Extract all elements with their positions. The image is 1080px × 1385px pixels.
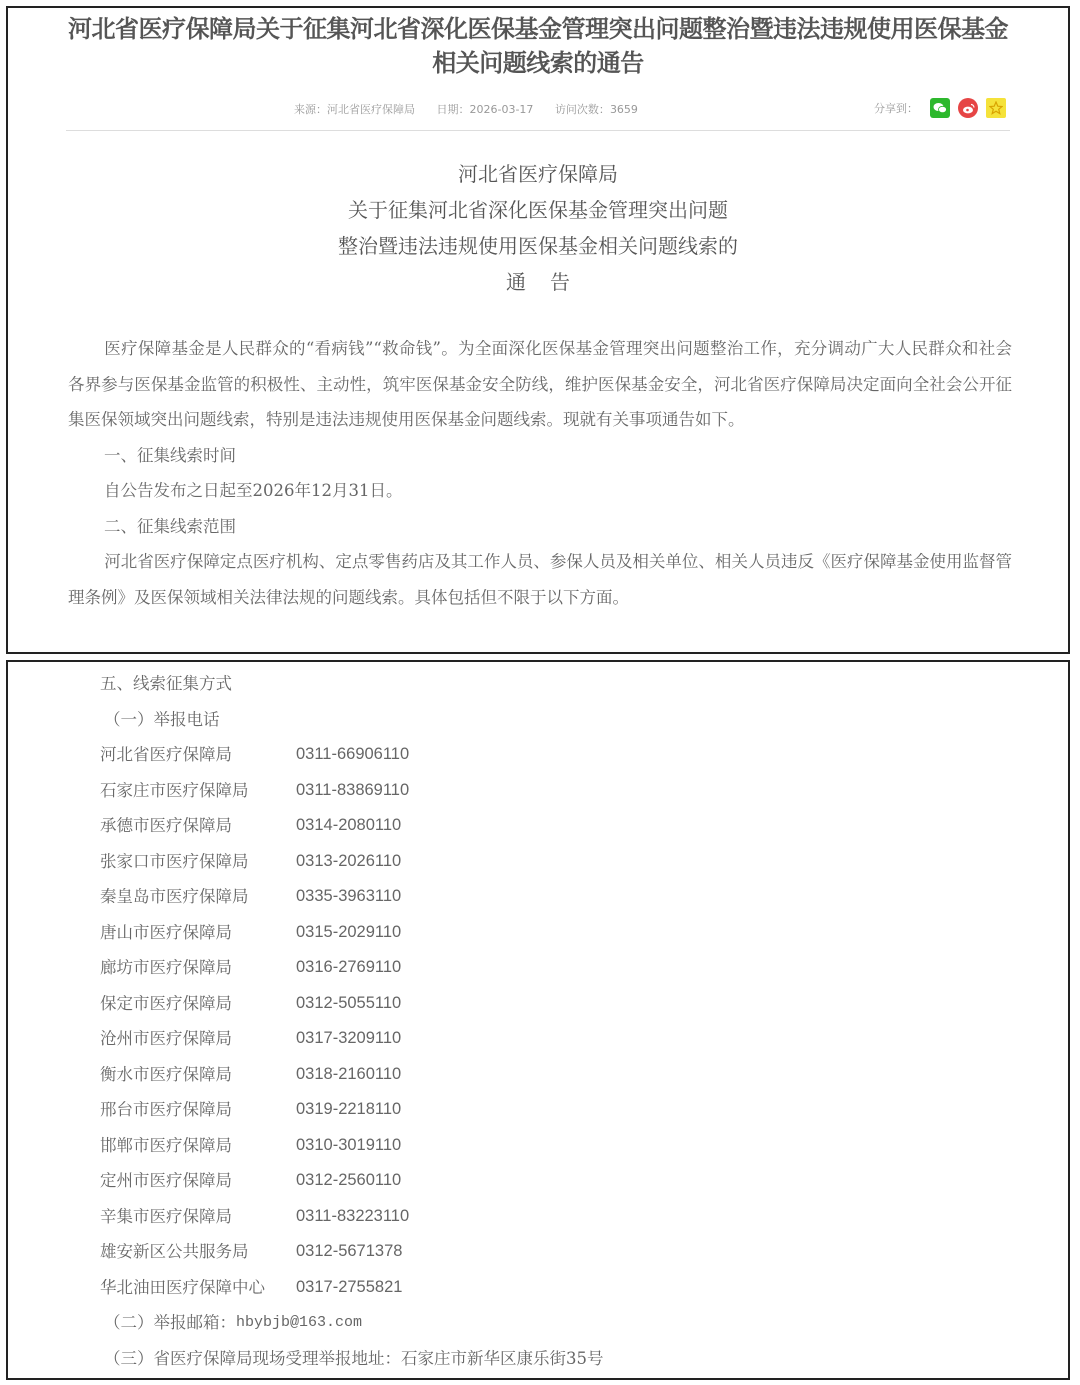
weibo-icon: [962, 103, 975, 114]
phone-org: 保定市医疗保障局: [100, 993, 232, 1013]
phone-row: [100, 737, 604, 773]
phone-number: 0335-3963110: [296, 887, 402, 905]
phone-number: 0318-2160110: [296, 1064, 402, 1083]
phone-org: 邢台市医疗保障局: [100, 1100, 232, 1119]
phone-number: 0312-2560110: [296, 1171, 402, 1189]
date-label: 日期：: [436, 103, 470, 116]
phone-row: [100, 950, 604, 986]
phone-org: 河北省医疗保障局: [100, 745, 232, 764]
phone-org: 石家庄市医疗保障局: [100, 780, 249, 800]
section-2-body: 河北省医疗保障定点医疗机构、定点零售药店及其工作人员、参保人员及相关单位、相关人员违反《医疗保障基金使用监督管理条例》及医保领域相关法律法规的问题线索。具体包括但不限于以下方面。: [68, 552, 1012, 607]
phone-org: 秦皇岛市医疗保障局: [100, 887, 249, 906]
date-field: [437, 103, 534, 116]
phone-org: 雄安新区公共服务局: [100, 1242, 249, 1261]
views-field: [555, 103, 638, 116]
email-label: （二）举报邮箱：: [104, 1313, 236, 1332]
contact-panel: [6, 660, 1070, 1380]
email-line: [100, 1305, 604, 1341]
phone-number: 0317-3209110: [296, 1029, 402, 1047]
section-1-body: 自公告发布之日起至2026年12月31日。: [104, 481, 403, 500]
phone-row: [100, 1021, 604, 1057]
contact-list: [100, 666, 604, 1376]
share-weibo-button[interactable]: [958, 98, 978, 118]
phone-row: [100, 1128, 604, 1164]
phone-org: 张家口市医疗保障局: [100, 851, 249, 871]
phone-org: 沧州市医疗保障局: [100, 1029, 232, 1048]
phone-number: 0316-2769110: [296, 958, 402, 976]
phone-org: 衡水市医疗保障局: [100, 1064, 232, 1084]
address-label: （三）省医疗保障局现场受理举报地址：: [104, 1348, 401, 1368]
notice-word: 通告: [506, 270, 594, 294]
phone-row: [100, 1163, 604, 1199]
notice-header-line-3: 整治暨违法违规使用医保基金相关问题线索的: [338, 234, 738, 258]
share-label: 分享到：: [874, 102, 918, 115]
notice-header-line-1: 河北省医疗保障局: [458, 162, 618, 186]
phone-org: 唐山市医疗保障局: [100, 922, 232, 942]
phone-row: [100, 1234, 604, 1270]
address-line: [100, 1341, 604, 1377]
share-qzone-button[interactable]: [986, 98, 1006, 118]
views-label: 访问次数：: [554, 103, 610, 116]
article-title: [8, 12, 1068, 80]
article-title-line-2: 相关问题线索的通告: [432, 49, 644, 77]
phone-row: [100, 879, 604, 915]
phone-org: 邯郸市医疗保障局: [100, 1135, 232, 1155]
phone-org: 辛集市医疗保障局: [100, 1206, 232, 1226]
phone-row: [100, 808, 604, 844]
phone-org: 承德市医疗保障局: [100, 816, 232, 835]
phone-org: 廊坊市医疗保障局: [100, 958, 232, 977]
qzone-star-icon: [989, 101, 1003, 115]
phone-number: 0319-2218110: [296, 1100, 402, 1118]
phone-org: 华北油田医疗保障中心: [100, 1277, 265, 1297]
phone-number: 0312-5671378: [296, 1242, 403, 1260]
article-meta: [294, 101, 656, 117]
source-field: [294, 103, 415, 116]
phone-row: [100, 915, 604, 951]
phone-number: 0312-5055110: [296, 993, 402, 1012]
notice-header: [8, 156, 1068, 300]
section-5-title: 五、线索征集方式: [100, 674, 232, 693]
share-bar: [874, 98, 1006, 118]
section-1-title: 一、征集线索时间: [104, 445, 236, 465]
share-wechat-button[interactable]: [930, 98, 950, 118]
phone-row: [100, 1199, 604, 1235]
article-top-panel: [6, 6, 1070, 654]
notice-header-line-2: 关于征集河北省深化医保基金管理突出问题: [348, 198, 728, 222]
phone-number: 0315-2029110: [296, 922, 402, 941]
phone-row: [100, 1057, 604, 1093]
phone-number: 0310-3019110: [296, 1135, 402, 1154]
address-value: 石家庄市新华区康乐街35号: [401, 1348, 604, 1368]
phone-number: 0311-83869110: [296, 780, 410, 799]
header-divider: [66, 130, 1010, 131]
phone-row: [100, 844, 604, 880]
phone-number: 0314-2080110: [296, 816, 402, 834]
phone-section-title: （一）举报电话: [104, 709, 220, 729]
phone-row: [100, 1270, 604, 1306]
date-value: 2026-03-17: [469, 103, 534, 116]
phone-row: [100, 1092, 604, 1128]
wechat-icon: [933, 102, 947, 114]
intro-paragraph: 医疗保障基金是人民群众的“看病钱”“救命钱”。为全面深化医保基金管理突出问题整治工作，充分调动广大人民群众和社会各界参与医保基金监管的积极性、主动性，筑牢医保基金安全防线，维护医保基金安全，河北省医疗保障局决定面向全社会公开征集医保领域突出问题线索，特别是违法违规使用医保基金问题线索。现就有关事项通告如下。: [68, 339, 1012, 429]
phone-number: 0311-83223110: [296, 1206, 410, 1225]
phone-row: [100, 773, 604, 809]
email-link[interactable]: hbybjb@163.com: [236, 1314, 363, 1331]
notice-body: [68, 331, 1012, 615]
notice-header-line-4: [8, 264, 1068, 300]
phone-org: 定州市医疗保障局: [100, 1171, 232, 1190]
article-title-line-1: 河北省医疗保障局关于征集河北省深化医保基金管理突出问题整治暨违法违规使用医保基金: [68, 15, 1008, 43]
phone-row: [100, 986, 604, 1022]
views-value: 3659: [609, 103, 638, 116]
phone-number: 0313-2026110: [296, 851, 402, 870]
source-value: 河北省医疗保障局: [327, 103, 415, 116]
section-2-title: 二、征集线索范围: [104, 516, 236, 536]
phone-number: 0317-2755821: [296, 1277, 403, 1296]
phone-number: 0311-66906110: [296, 745, 410, 763]
source-label: 来源：: [294, 103, 327, 116]
